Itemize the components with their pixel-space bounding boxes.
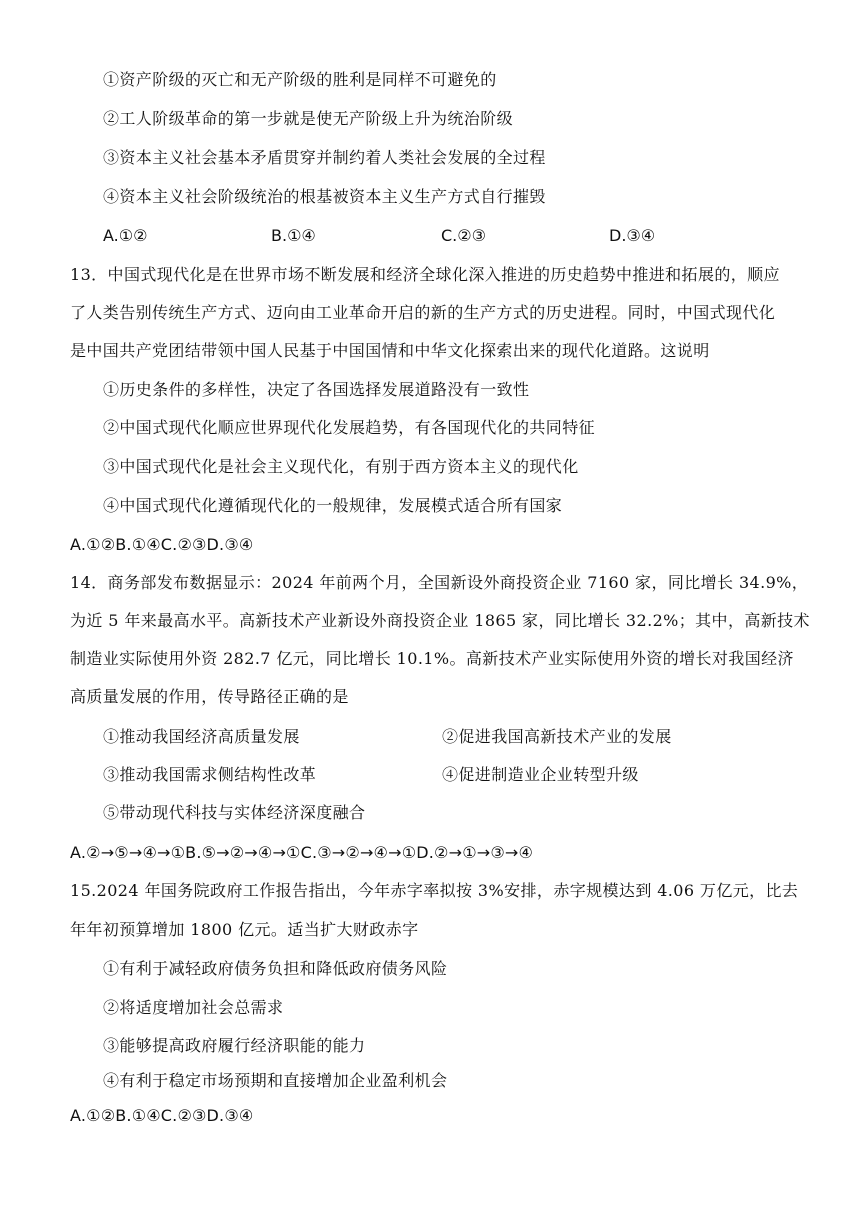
q13-option-3: ③中国式现代化是社会主义现代化，有别于西方资本主义的现代化 (103, 457, 579, 476)
q14-option-5: ⑤带动现代科技与实体经济深度融合 (103, 803, 366, 822)
q12-choice-d: D.③④ (609, 226, 656, 245)
q13-option-1: ①历史条件的多样性，决定了各国选择发展道路没有一致性 (103, 380, 530, 399)
q13-option-2: ②中国式现代化顺应世界现代化发展趋势，有各国现代化的共同特征 (103, 418, 596, 437)
q14-option-3: ③推动我国需求侧结构性改革 (103, 765, 317, 784)
q12-choice-c: C.②③ (441, 226, 486, 245)
q12-choice-b: B.①④ (271, 226, 316, 245)
q14-option-1: ①推动我国经济高质量发展 (103, 727, 300, 746)
q13-stem-line-1: 13．中国式现代化是在世界市场不断发展和经济全球化深入推进的历史趋势中推进和拓展的，顺应 (70, 265, 780, 284)
q14-option-4: ④促进制造业企业转型升级 (442, 765, 639, 784)
q15-option-3: ③能够提高政府履行经济职能的能力 (103, 1036, 366, 1055)
q13-stem-line-2: 了人类告别传统生产方式、迈向由工业革命开启的新的生产方式的历史进程。同时，中国式现代化 (70, 303, 776, 322)
q13-stem-line-3: 是中国共产党团结带领中国人民基于中国国情和中华文化探索出来的现代化道路。这说明 (70, 341, 710, 360)
q12-choice-a: A.①② (103, 226, 148, 245)
q12-option-2: ②工人阶级革命的第一步就是使无产阶级上升为统治阶级 (103, 109, 514, 128)
q12-option-1: ①资产阶级的灭亡和无产阶级的胜利是同样不可避免的 (103, 70, 497, 89)
q14-stem-line-1: 14．商务部发布数据显示：2024 年前两个月，全国新设外商投资企业 7160 家，同比增长 34.9%， (70, 573, 809, 592)
q12-option-3: ③资本主义社会基本矛盾贯穿并制约着人类社会发展的全过程 (103, 148, 546, 167)
q14-stem-line-3: 制造业实际使用外资 282.7 亿元，同比增长 10.1%。高新技术产业实际使用外资的增长对我国经济 (70, 649, 794, 668)
q14-stem-line-4: 高质量发展的作用，传导路径正确的是 (70, 687, 349, 706)
q15-answer-choices: A.①②B.①④C.②③D.③④ (70, 1106, 254, 1125)
q14-option-2: ②促进我国高新技术产业的发展 (442, 727, 672, 746)
q13-answer-choices: A.①②B.①④C.②③D.③④ (70, 535, 254, 554)
q14-stem-line-2: 为近 5 年来最高水平。高新技术产业新设外商投资企业 1865 家，同比增长 32.2%；其中，高新技术 (70, 611, 810, 630)
q15-option-2: ②将适度增加社会总需求 (103, 998, 284, 1017)
q14-answer-choices: A.②→⑤→④→①B.⑤→②→④→①C.③→②→④→①D.②→①→③→④ (70, 843, 534, 862)
q15-option-4: ④有利于稳定市场预期和直接增加企业盈利机会 (103, 1071, 448, 1090)
q15-option-1: ①有利于减轻政府债务负担和降低政府债务风险 (103, 959, 448, 978)
q15-stem-line-2: 年年初预算增加 1800 亿元。适当扩大财政赤字 (70, 920, 419, 939)
q15-stem-line-1: 15.2024 年国务院政府工作报告指出，今年赤字率拟按 3%安排，赤字规模达到 4.06 万亿元，比去 (70, 881, 799, 900)
q12-option-4: ④资本主义社会阶级统治的根基被资本主义生产方式自行摧毁 (103, 187, 546, 206)
q13-option-4: ④中国式现代化遵循现代化的一般规律，发展模式适合所有国家 (103, 496, 563, 515)
